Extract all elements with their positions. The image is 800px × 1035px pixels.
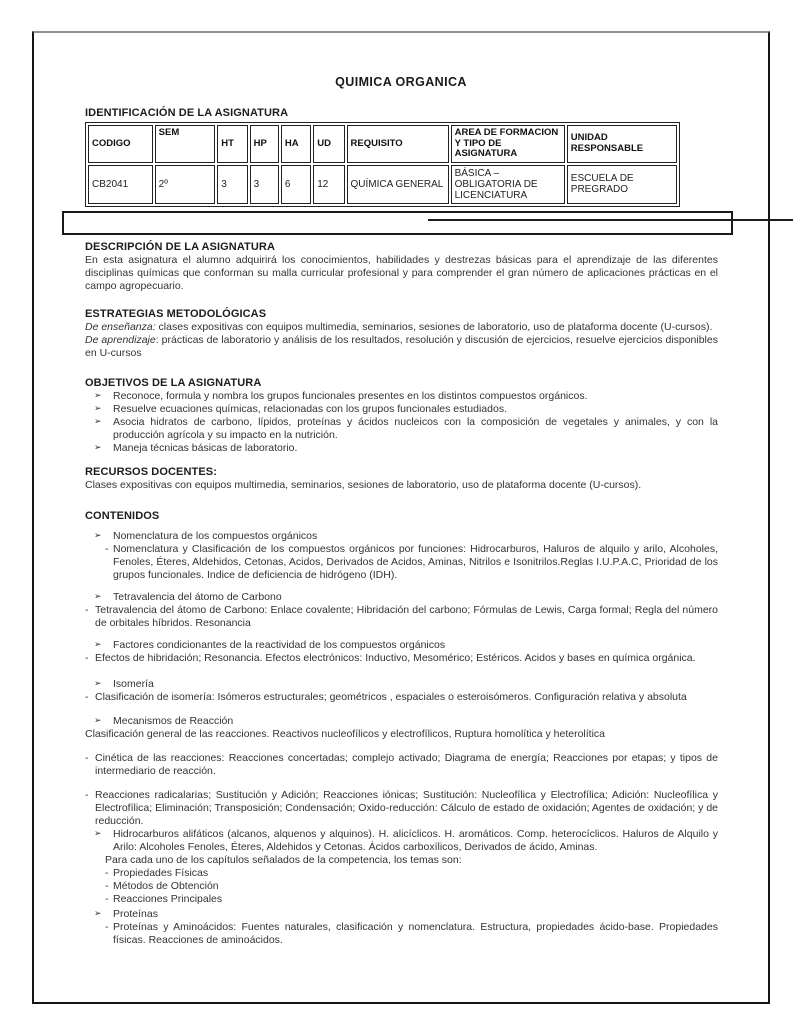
cell-requisito: QUÍMICA GENERAL (347, 165, 449, 204)
col-header-unidad: UNIDAD RESPONSABLE (567, 125, 677, 163)
recursos-body: Clases expositivas con equipos multimedia, seminarios, sesiones de laboratorio, uso de plataforma docente (U-cursos). (85, 478, 642, 491)
group-title: ➢ Nomenclatura de los compuestos orgánicos (85, 530, 718, 543)
cell-sem: 2º (155, 165, 216, 204)
table-header-row (88, 125, 677, 163)
group-title: ➢ Factores condicionantes de la reactividad de los compuestos orgánicos (85, 639, 718, 652)
dash-bullet-icon: - (85, 690, 89, 703)
cell-hp: 3 (250, 165, 279, 204)
arrow-bullet-icon: ➢ (94, 403, 102, 414)
objetivo-item: ➢ Reconoce, formula y nombra los grupos funcionales presentes en los distintos compuestos orgánicos. (85, 390, 718, 403)
cell-ud: 12 (313, 165, 344, 204)
contenido-group (85, 908, 718, 947)
arrow-bullet-icon: ➢ (94, 908, 102, 919)
group-subitem: - Reacciones radicalarias; Sustitución y Adición; Reacciones iónicas; Sustitución: Nucleofílica y Electrofílica; Adición: Nucleofílica y Electrofílica; Eliminación; Transposición; Condensación; Oxido-reducción: Cálculo de estado de oxidación; Agentes de oxidación; y de reducción. (85, 788, 718, 827)
group-subitem: - Cinética de las reacciones: Reacciones concertadas; complejo activado; Diagrama de energía; Reacciones por etapas; y tipos de intermediario de reacción. (85, 751, 718, 777)
col-header-requisito: REQUISITO (347, 125, 449, 163)
page-content (34, 107, 768, 947)
contenido-group (85, 530, 718, 582)
col-header-area: AREA DE FORMACION Y TIPO DE ASIGNATURA (451, 125, 565, 163)
group-title: ➢ Isomería (85, 678, 718, 691)
group-subitem: - Nomenclatura y Clasificación de los compuestos orgánicos por funciones: Hidrocarburos, Haluros de alquilo y arilo, Alcoholes, Fenoles, Éteres, Aldehidos, Cetonas, Acidos, Derivados de Acidos, Aminas, Nitrilos e Isonitrilos.Reglas I.U.P.A.C, Prioridad de los grupos funcionales. Indice de deficiencia de hidrógeno (IDH). (105, 542, 718, 581)
identification-table (85, 122, 680, 207)
contenido-group (85, 828, 718, 906)
table-row (88, 165, 677, 204)
aprendizaje-text: : prácticas de laboratorio y análisis de los resultados, resolución y discusión de ejercicios, resuelve ejercicios disponibles en U-cursos (85, 333, 718, 359)
aprendizaje-label: De aprendizaje (85, 333, 156, 346)
objetivo-item: ➢ Asocia hidratos de carbono, lípidos, proteínas y ácidos nucleicos con la composición de vegetales y animales, y con la producción agrícola y su impacto en la nutrición. (85, 416, 718, 442)
cell-ht: 3 (217, 165, 247, 204)
group-title: ➢ Hidrocarburos alifáticos (alcanos, alquenos y alquinos). H. alicíclicos. H. aromáticos. Comp. heterocíclicos. Haluros de Alquilo y Arilo: Alcoholes Fenoles, Éteres, Aldehidos y Cetonas. Ácidos carboxílicos, Derivados de ácido, Aminas. (85, 828, 718, 854)
dash-bullet-icon: - (105, 542, 109, 555)
arrow-bullet-icon: ➢ (94, 828, 102, 839)
arrow-bullet-icon: ➢ (94, 678, 102, 689)
col-header-hp: HP (250, 125, 279, 163)
descripcion-heading: DESCRIPCIÓN DE LA ASIGNATURA (85, 240, 276, 253)
dash-bullet-icon: - (105, 866, 109, 879)
ensenanza-label: De enseñanza: (85, 320, 156, 333)
contenido-group (85, 678, 718, 704)
dash-bullet-icon: - (105, 879, 109, 892)
cell-unidad: ESCUELA DE PREGRADO (567, 165, 677, 204)
col-header-codigo: CODIGO (88, 125, 153, 163)
group-paragraph: Para cada uno de los capítulos señalados de la competencia, los temas son: (105, 853, 462, 866)
arrow-bullet-icon: ➢ (94, 639, 102, 650)
empty-box (62, 211, 733, 235)
group-dash-item: - Reacciones Principales (105, 892, 223, 905)
ensenanza-text: clases expositivas con equipos multimedia, seminarios, sesiones de laboratorio, uso de plataforma docente (U-cursos). (155, 320, 713, 333)
group-subitem: - Efectos de hibridación; Resonancia. Efectos electrónicos: Inductivo, Mesomérico; Estéricos. Acidos y bases en química orgánica. (85, 651, 696, 664)
col-header-ht: HT (217, 125, 247, 163)
objetivos-heading: OBJETIVOS DE LA ASIGNATURA (85, 376, 262, 389)
arrow-bullet-icon: ➢ (94, 715, 102, 726)
group-title: ➢ Tetravalencia del átomo de Carbono (85, 591, 718, 604)
group-title: ➢ Proteínas (85, 908, 718, 921)
dash-bullet-icon: - (85, 603, 89, 616)
identification-heading: IDENTIFICACIÓN DE LA ASIGNATURA (85, 107, 289, 119)
col-header-sem: SEM (155, 125, 216, 163)
contenidos-heading: CONTENIDOS (85, 509, 160, 522)
estrategias-heading: ESTRATEGIAS METODOLÓGICAS (85, 307, 267, 320)
dash-bullet-icon: - (105, 892, 109, 905)
group-subitem: - Tetravalencia del átomo de Carbono: Enlace covalente; Hibridación del carbono; Fórmulas de Lewis, Carga formal; Regla del número de orbitales híbridos. Resonancia (85, 603, 718, 629)
objetivo-item: ➢ Maneja técnicas básicas de laboratorio. (85, 442, 718, 455)
contenido-group (85, 715, 718, 828)
arrow-bullet-icon: ➢ (94, 591, 102, 602)
contenido-group (85, 639, 718, 665)
cell-ha: 6 (281, 165, 311, 204)
page-title: QUIMICA ORGANICA (335, 75, 467, 89)
cell-codigo: CB2041 (88, 165, 153, 204)
dash-bullet-icon: - (85, 751, 89, 764)
arrow-bullet-icon: ➢ (94, 390, 102, 401)
col-header-ha: HA (281, 125, 311, 163)
group-intro: Clasificación general de las reacciones. Reactivos nucleofílicos y electrofílicos, Ruptura homolítica y heterolítica (85, 727, 605, 740)
objetivo-item: ➢ Resuelve ecuaciones químicas, relacionadas con los grupos funcionales estudiados. (85, 403, 718, 416)
col-header-ud: UD (313, 125, 344, 163)
group-subitem: - Proteínas y Aminoácidos: Fuentes naturales, clasificación y nomenclatura. Estructura, propiedades ácido-base. Propiedades físicas. Reacciones de aminoácidos. (105, 920, 718, 946)
group-title: ➢ Mecanismos de Reacción (85, 715, 718, 728)
arrow-bullet-icon: ➢ (94, 442, 102, 453)
dash-bullet-icon: - (105, 920, 109, 933)
group-subitem: - Clasificación de isomería: Isómeros estructurales; geométricos , espaciales o esteroisómeros. Configuración relativa y absoluta (85, 690, 687, 703)
group-dash-item: - Propiedades Físicas (105, 866, 209, 879)
dash-bullet-icon: - (85, 788, 89, 801)
contenido-group (85, 591, 718, 630)
group-dash-item: - Métodos de Obtención (105, 879, 219, 892)
document-page-border (32, 31, 770, 1004)
scan-artifact-line (428, 219, 793, 221)
dash-bullet-icon: - (85, 651, 89, 664)
estrategia-ensenanza (85, 321, 718, 334)
cell-area: BÁSICA – OBLIGATORIA DE LICENCIATURA (451, 165, 565, 204)
descripcion-body: En esta asignatura el alumno adquirirá los conocimientos, habilidades y destrezas básicas para el aprendizaje de las diferentes disciplinas químicas que conforman su malla curricular profesional y para comprender el gran número de aplicaciones prácticas en el campo agropecuario. (85, 253, 718, 292)
estrategia-aprendizaje (85, 334, 718, 360)
arrow-bullet-icon: ➢ (94, 416, 102, 427)
arrow-bullet-icon: ➢ (94, 530, 102, 541)
recursos-heading: RECURSOS DOCENTES: (85, 465, 217, 478)
